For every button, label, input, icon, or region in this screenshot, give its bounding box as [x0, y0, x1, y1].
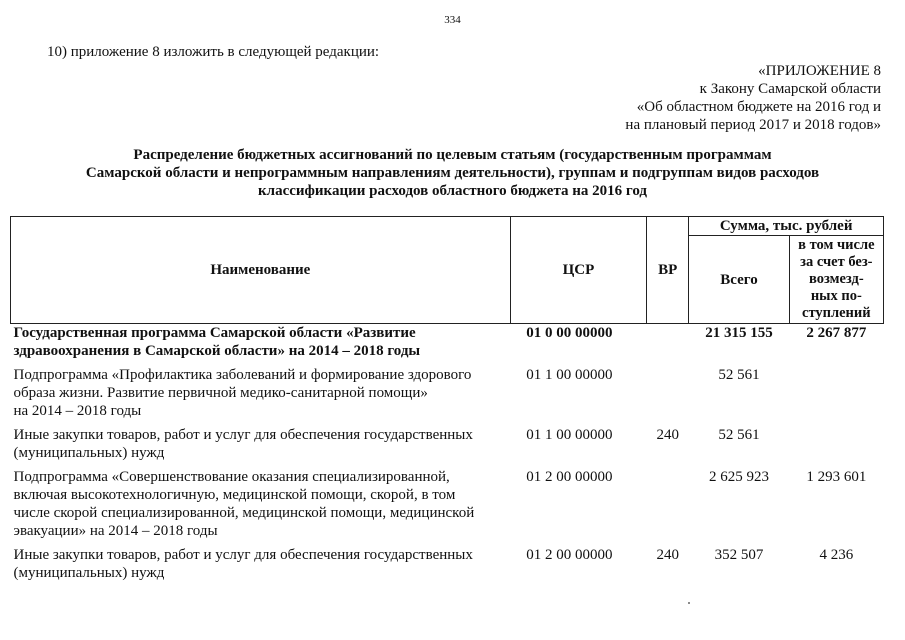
row-free: 2 267 877: [806, 325, 867, 341]
row-total: 52 561: [718, 367, 760, 383]
row-csr: 01 0 00 00000: [526, 325, 613, 341]
row-csr: 01 1 00 00000: [526, 427, 613, 443]
row-vr: 240: [656, 547, 679, 563]
row-vr: [647, 324, 689, 367]
row-name-line: здравоохранения в Самарской области» на 2014 – 2018 годы: [13, 343, 421, 359]
table-header: [11, 217, 884, 324]
row-name-line: (муниципальных) нужд: [13, 565, 165, 581]
row-name: [11, 468, 511, 546]
row-name-line: (муниципальных) нужд: [13, 445, 165, 461]
document-title: [0, 146, 905, 200]
header-free-line-5: ступлений: [802, 305, 871, 321]
appendix-header: [625, 62, 881, 134]
row-name: [11, 324, 511, 367]
header-free-line-2: за счет без-: [800, 254, 873, 270]
row-name-line: числе скорой специализированной, медицинской помощи, медицинской: [13, 505, 475, 521]
header-total: Всего: [689, 236, 789, 324]
header-free-receipts: [789, 236, 883, 324]
table-row: [11, 546, 884, 588]
intro-text: 10) приложение 8 изложить в следующей редакции:: [47, 44, 380, 60]
table-row: [11, 468, 884, 546]
title-line-1: Распределение бюджетных ассигнований по целевым статьям (государственным программам: [133, 147, 772, 163]
budget-table: [10, 216, 884, 588]
row-name-line: Подпрограмма «Совершенствование оказания специализированной,: [13, 469, 450, 485]
table-row: [11, 324, 884, 367]
row-csr: 01 2 00 00000: [526, 547, 613, 563]
row-name-line: Иные закупки товаров, работ и услуг для обеспечения государственных: [13, 547, 473, 563]
row-name-line: Иные закупки товаров, работ и услуг для обеспечения государственных: [13, 427, 473, 443]
appendix-line-2: к Закону Самарской области: [699, 81, 881, 97]
appendix-line-3: «Об областном бюджете на 2016 год и: [636, 99, 881, 115]
row-name-line: Государственная программа Самарской области «Развитие: [13, 325, 416, 341]
title-line-2: Самарской области и непрограммным направлениям деятельности), группам и подгруппам видов расходов: [85, 165, 820, 181]
row-free: 1 293 601: [806, 469, 867, 485]
header-free-line-1: в том числе: [798, 237, 875, 253]
row-csr: 01 2 00 00000: [526, 469, 613, 485]
appendix-line-4: на плановый период 2017 и 2018 годов»: [625, 117, 881, 133]
header-sum: Сумма, тыс. рублей: [689, 217, 884, 236]
row-name: [11, 366, 511, 426]
row-csr: 01 1 00 00000: [526, 367, 613, 383]
row-total: 21 315 155: [705, 325, 773, 341]
row-name: [11, 546, 511, 588]
title-line-3: классификации расходов областного бюджета на 2016 год: [258, 183, 647, 199]
header-name: Наименование: [11, 217, 511, 324]
header-vr: ВР: [647, 217, 689, 324]
row-total: 352 507: [714, 547, 764, 563]
row-vr: [647, 468, 689, 546]
row-name-line: на 2014 – 2018 годы: [13, 403, 142, 419]
row-total: 2 625 923: [708, 469, 769, 485]
row-name-line: Подпрограмма «Профилактика заболеваний и формирование здорового: [13, 367, 472, 383]
row-free: 4 236: [819, 547, 854, 563]
table-row: [11, 366, 884, 426]
row-free: [789, 366, 883, 426]
row-vr: 240: [656, 427, 679, 443]
header-csr: ЦСР: [510, 217, 646, 324]
row-vr: [647, 366, 689, 426]
row-name-line: образа жизни. Развитие первичной медико-санитарной помощи»: [13, 385, 428, 401]
row-total: 52 561: [718, 427, 760, 443]
appendix-line-1: «ПРИЛОЖЕНИЕ 8: [758, 63, 881, 79]
scan-speck: [688, 602, 690, 604]
page-number: 334: [444, 14, 461, 26]
header-free-line-3: возмезд-: [809, 271, 864, 287]
header-free-line-4: ных по-: [810, 288, 862, 304]
row-name: [11, 426, 511, 468]
row-name-line: включая высокотехнологичную, медицинской помощи, скорой, в том: [13, 487, 456, 503]
row-name-line: эвакуации» на 2014 – 2018 годы: [13, 523, 218, 539]
row-free: [789, 426, 883, 468]
table-body: [11, 324, 884, 589]
table-row: [11, 426, 884, 468]
